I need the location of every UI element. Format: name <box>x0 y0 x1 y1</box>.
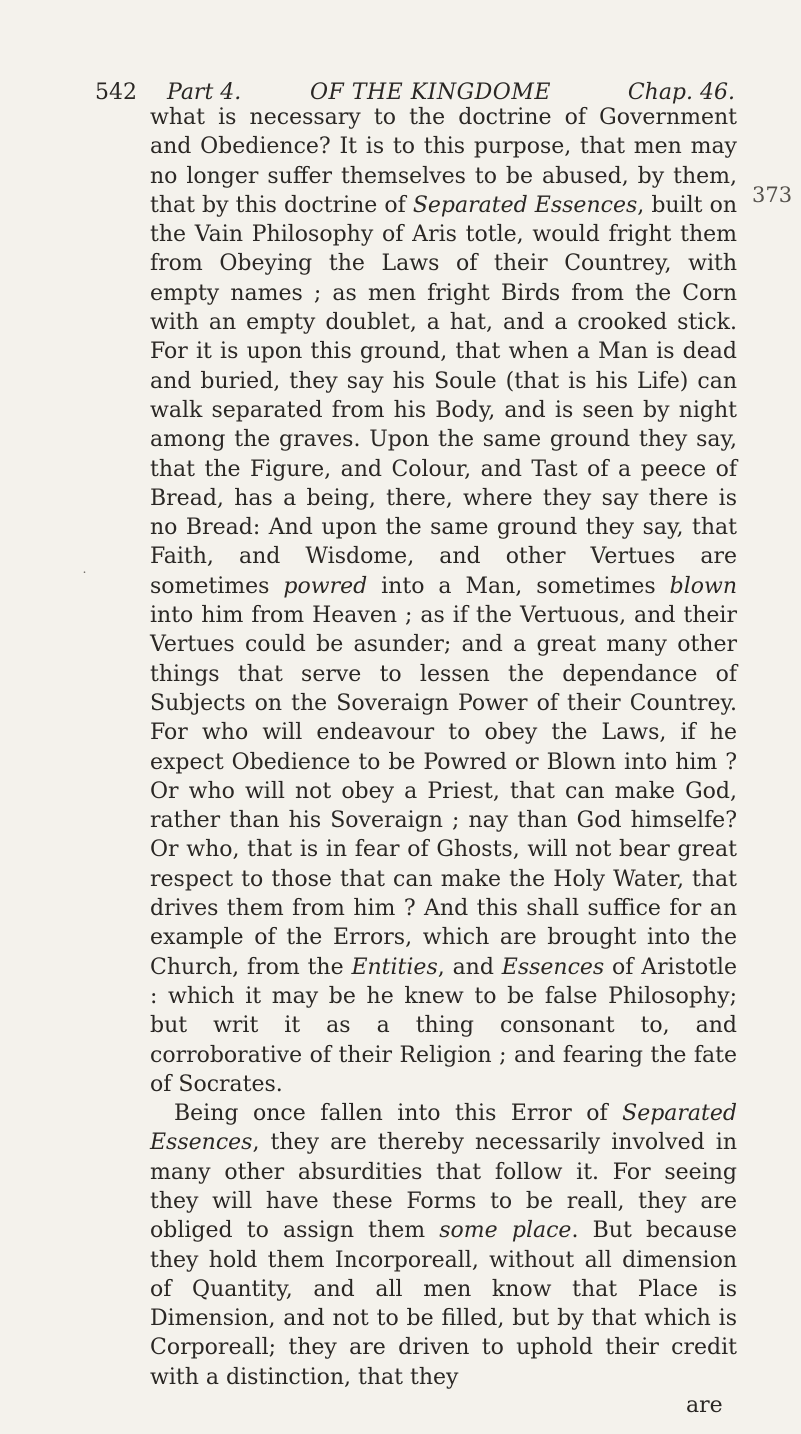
catchword: are <box>686 1393 723 1418</box>
italic-phrase: Essences <box>501 954 605 980</box>
italic-phrase: blown <box>669 573 737 599</box>
italic-phrase: powred <box>283 573 368 599</box>
page-number: 542 <box>95 80 137 105</box>
italic-phrase: Separated Essences <box>150 1101 737 1156</box>
italic-phrase: Entities <box>351 954 438 980</box>
italic-phrase: some place <box>439 1218 572 1244</box>
paragraph: what is necessary to the doctrine of Government and Obedience? It is to this purpose, that men may no longer suffer themselves to be abused, by them, that by this doctrine of Separated Essences, built on the Vain Philosophy of Aris totle, would fright them from Obeying the Laws of their Countrey, with empty names ; as men fright Birds from the Corn with an empty doublet, a hat, and a crooked stick. For it is upon this ground, that when a Man is dead and buried, they say his Soule (that is his Life) can walk separated from his Body, and is seen by night among the graves. Upon the same ground they say, that the Figure, and Colour, and Tast of a peece of Bread, has a being, there, where they say there is no Bread: And upon the same ground they say, that Faith, and Wisdome, and other Vertues are sometimes powred into a Man, sometimes blown into him from Heaven ; as if the Vertuous, and their Vertues could be asunder; and a great many other things that serve to lessen the dependance of Subjects on the Soveraign Power of their Countrey. For who will endeavour to obey the Laws, if he expect Obedience to be Powred or Blown into him ? Or who will not obey a Priest, that can make God, rather than his Soveraign ; nay than God himselfe? Or who, that is in fear of Ghosts, will not bear great respect to those that can make the Holy Water, that drives them from him ? And this shall suffice for an example of the Errors, which are brought into the Church, from the Entities, and Essences of Aristotle : which it may be he knew to be false Philosophy; but writ it as a thing consonant to, and corroborative of their Religion ; and fearing the fate of Socrates. <box>150 105 737 1097</box>
running-title: OF THE KINGDOME <box>310 80 551 105</box>
margin-mark: ˙ <box>81 570 88 586</box>
margin-page-number: 373 <box>752 183 793 207</box>
paragraph: Being once fallen into this Error of Separated Essences, they are thereby necessarily involved in many other absurdities that follow it. For seeing they will have these Forms to be reall, they are obliged to assign them some place. But because they hold them Incorporeall, without all dimension of Quantity, and all men know that Place is Dimension, and not to be filled, but by that which is Corporeall; they are driven to uphold their credit with a distinction, that they <box>150 1101 737 1390</box>
italic-phrase: Separated Essences <box>412 192 638 218</box>
part-label: Part 4. <box>167 80 242 105</box>
chapter-label: Chap. 46. <box>627 80 735 105</box>
body-text <box>150 103 737 1392</box>
